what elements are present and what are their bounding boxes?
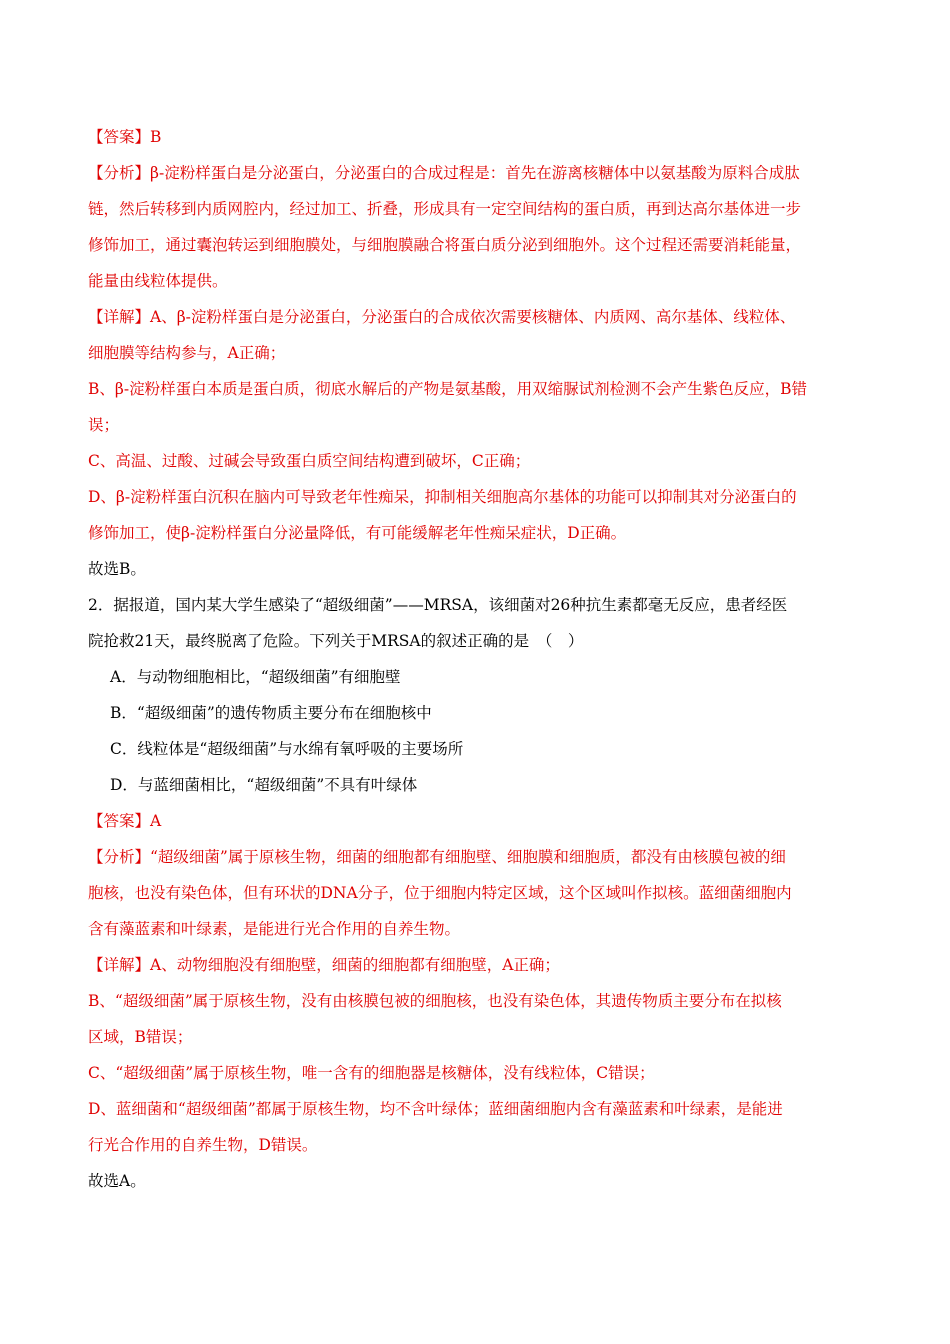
q1-detail-line: 修饰加工，使β-淀粉样蛋白分泌量降低，有可能缓解老年性痴呆症状，D正确。 [88, 524, 627, 542]
q1-choice: 故选B。 [88, 560, 146, 578]
q2-answer: 【答案】A [88, 812, 162, 830]
q1-detail-line: 细胞膜等结构参与，A正确； [88, 344, 286, 362]
q2-detail-line: 【详解】A、动物细胞没有细胞壁，细菌的细胞都有细胞壁，A正确； [88, 956, 560, 974]
q1-analysis-line: 修饰加工，通过囊泡转运到细胞膜处，与细胞膜融合将蛋白质分泌到细胞外。这个过程还需要消耗能量， [88, 236, 802, 254]
q1-analysis-line: 能量由线粒体提供。 [88, 272, 228, 290]
q1-detail-line: 【详解】A、β-淀粉样蛋白是分泌蛋白，分泌蛋白的合成依次需要核糖体、内质网、高尔基体、线粒体、 [88, 308, 796, 326]
q2-detail-line: D、蓝细菌和“超级细菌”都属于原核生物，均不含叶绿体；蓝细菌细胞内含有藻蓝素和叶绿素，是能进 [88, 1100, 783, 1118]
q1-detail-line: 误； [88, 416, 120, 434]
q1-analysis-line: 链，然后转移到内质网腔内，经过加工、折叠，形成具有一定空间结构的蛋白质，再到达高尔基体进一步 [88, 200, 802, 218]
q2-analysis-line: 【分析】“超级细菌”属于原核生物，细菌的细胞都有细胞壁、细胞膜和细胞质，都没有由核膜包被的细 [88, 848, 786, 866]
q2-stem-line: 院抢救21天，最终脱离了危险。下列关于MRSA的叙述正确的是 （ ） [88, 632, 584, 650]
q2-detail-line: B、“超级细菌”属于原核生物，没有由核膜包被的细胞核，也没有染色体，其遗传物质主要分布在拟核 [88, 992, 782, 1010]
q2-option-b: B．“超级细菌”的遗传物质主要分布在细胞核中 [110, 704, 432, 722]
q2-option-c: C．线粒体是“超级细菌”与水绵有氧呼吸的主要场所 [110, 740, 464, 758]
q2-choice: 故选A。 [88, 1172, 146, 1190]
q2-detail-line: C、“超级细菌”属于原核生物，唯一含有的细胞器是核糖体，没有线粒体，C错误； [88, 1064, 655, 1082]
q1-answer: 【答案】B [88, 128, 162, 146]
q2-analysis-line: 含有藻蓝素和叶绿素，是能进行光合作用的自养生物。 [88, 920, 461, 938]
q1-detail-line: C、高温、过酸、过碱会导致蛋白质空间结构遭到破坏，C正确； [88, 452, 531, 470]
q2-option-d: D．与蓝细菌相比，“超级细菌”不具有叶绿体 [110, 776, 418, 794]
q1-detail-line: D、β-淀粉样蛋白沉积在脑内可导致老年性痴呆，抑制相关细胞高尔基体的功能可以抑制其对分泌蛋白的 [88, 488, 797, 506]
q2-detail-line: 行光合作用的自养生物，D错误。 [88, 1136, 318, 1154]
q1-analysis-line: 【分析】β-淀粉样蛋白是分泌蛋白，分泌蛋白的合成过程是：首先在游离核糖体中以氨基酸为原料合成肽 [88, 164, 800, 182]
q2-analysis-line: 胞核，也没有染色体，但有环状的DNA分子，位于细胞内特定区域，这个区域叫作拟核。蓝细菌细胞内 [88, 884, 792, 902]
document-page [88, 119, 868, 1199]
q2-stem-line: 2．据报道，国内某大学生感染了“超级细菌”——MRSA，该细菌对26种抗生素都毫无反应，患者经医 [88, 596, 788, 614]
q1-detail-line: B、β-淀粉样蛋白本质是蛋白质，彻底水解后的产物是氨基酸，用双缩脲试剂检测不会产生紫色反应，B错 [88, 380, 807, 398]
q2-option-a: A．与动物细胞相比，“超级细菌”有细胞壁 [110, 668, 401, 686]
q2-detail-line: 区域，B错误； [88, 1028, 193, 1046]
